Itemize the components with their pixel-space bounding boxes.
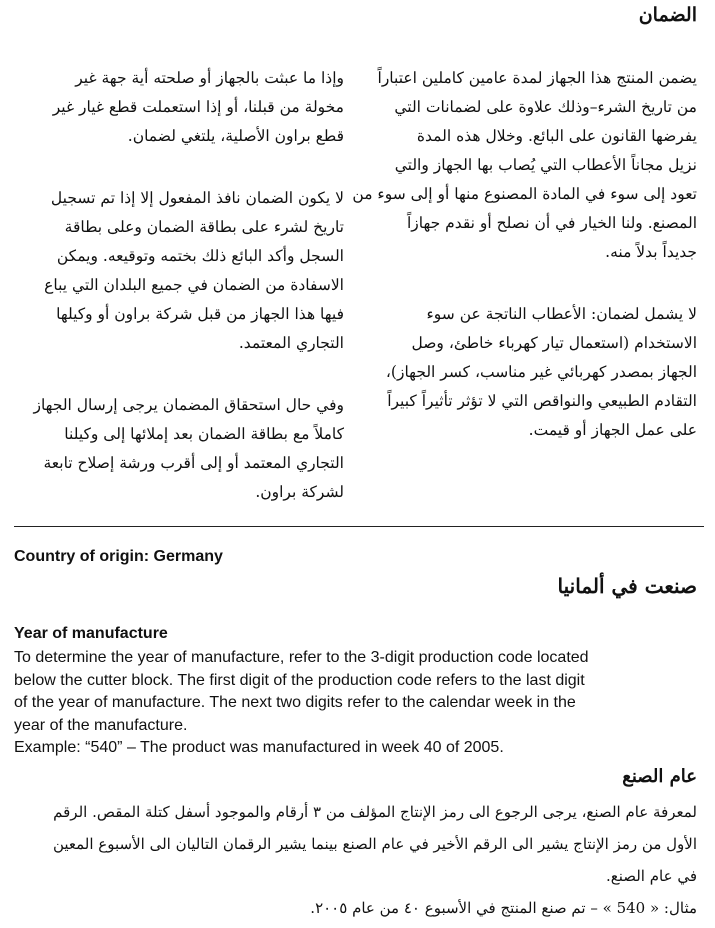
year-of-manufacture-body-ar — [7, 796, 697, 924]
text-line: جديداً بدلاً منه. — [605, 243, 697, 261]
text-line: لا يشمل لضمان: الأعطاب الناتجة عن سوء — [426, 305, 697, 323]
country-of-origin-en: Country of origin: Germany — [14, 548, 223, 565]
text-line: لا يكون الضمان نافذ المفعول إلا إذا تم تسجيل — [50, 189, 344, 207]
warranty-column-right — [352, 64, 697, 445]
text-line: السجل وأكد البائع ذلك بختمه وتوقيعه. ويمكن — [56, 247, 344, 265]
text-line: من تاريخ الشرء–وذلك علاوة على لضمانات التي — [394, 98, 697, 116]
warranty-column-left — [14, 64, 344, 507]
text-line: المصنع. ولنا الخيار في أن نصلح أو نقدم جهازاً — [406, 214, 697, 232]
text-line: تعود إلى سوء في المادة المصنوع منها أو إلى سوء من — [352, 185, 697, 203]
text-line: يضمن المنتج هذا الجهاز لمدة عامين كاملين اعتباراً — [377, 69, 697, 87]
text-line: الجهاز بمصدر كهربائي غير مناسب، كسر الجهاز)، — [385, 363, 697, 381]
text-line: قطع براون الأصلية، يلتغي لضمان. — [127, 127, 344, 145]
text-line: مثال: « 540 » – تم صنع المنتج في الأسبوع ٤٠ من عام ٢٠٠٥. — [310, 899, 697, 917]
text-line: مخولة من قبلنا، أو إذا استعملت قطع غيار غير — [52, 98, 344, 116]
text-line: على عمل الجهاز أو قيمت. — [528, 421, 697, 439]
year-of-manufacture-heading: Year of manufacture — [14, 625, 168, 642]
text-line: لشركة براون. — [255, 483, 344, 501]
text-line: فيها هذا الجهاز من قبل شركة براون أو وكيلها — [56, 305, 344, 323]
text-line: التجاري المعتمد أو إلى أقرب ورشة إصلاح تابعة — [43, 454, 344, 472]
text-line: التقادم الطبيعي والنواقص التي لا تؤثر تأثيراً كبيراً — [387, 392, 697, 410]
text-line: الاستخدام (استعمال تيار كهرباء خاطئ، وصل — [411, 334, 697, 352]
text-line: نزيل مجاناً الأعطاب التي يُصاب بها الجهاز والتي — [394, 156, 697, 174]
text-line: below the cutter block. The first digit of the production code refers to the last digit — [14, 671, 585, 689]
text-line: التجاري المعتمد. — [238, 334, 344, 352]
text-line: كاملاً مع بطاقة الضمان بعد إملائها إلى وكيلنا — [64, 425, 344, 443]
text-line: To determine the year of manufacture, refer to the 3-digit production code located — [14, 649, 589, 666]
text-line: في عام الصنع. — [605, 867, 697, 885]
year-of-manufacture-body — [14, 647, 704, 760]
text-line: الأول من رمز الإنتاج يشير الى الرقم الأخير في عام الصنع بينما يشير الرقمان التاليان الى الأسبوع المعين — [52, 835, 697, 853]
text-line: وفي حال استحقاق المضمان يرجى إرسال الجهاز — [33, 396, 344, 414]
warranty-title: الضمان — [638, 4, 697, 26]
text-line: year of the manufacture. — [14, 716, 188, 734]
year-of-manufacture-heading-ar: عام الصنع — [622, 766, 697, 787]
country-of-origin-ar: صنعت في ألمانيا — [557, 574, 697, 598]
text-line: يفرضها القانون على البائع. وخلال هذه المدة — [416, 127, 697, 145]
text-line: وإذا ما عبثت بالجهاز أو صلحته أية جهة غير — [75, 69, 344, 87]
section-divider — [14, 526, 704, 527]
text-line: تاريخ لشرء على بطاقة الضمان وعلى بطاقة — [64, 218, 344, 236]
text-line: Example: “540” – The product was manufactured in week 40 of 2005. — [14, 739, 504, 756]
text-line: الاسفادة من الضمان في جميع البلدان التي يباع — [44, 276, 344, 294]
text-line: of the year of manufacture. The next two digits refer to the calendar week in the — [14, 694, 576, 711]
text-line: لمعرفة عام الصنع، يرجى الرجوع الى رمز الإنتاج المؤلف من ٣ أرقام والموجود أسفل كتلة المقص. الرقم — [53, 803, 697, 821]
